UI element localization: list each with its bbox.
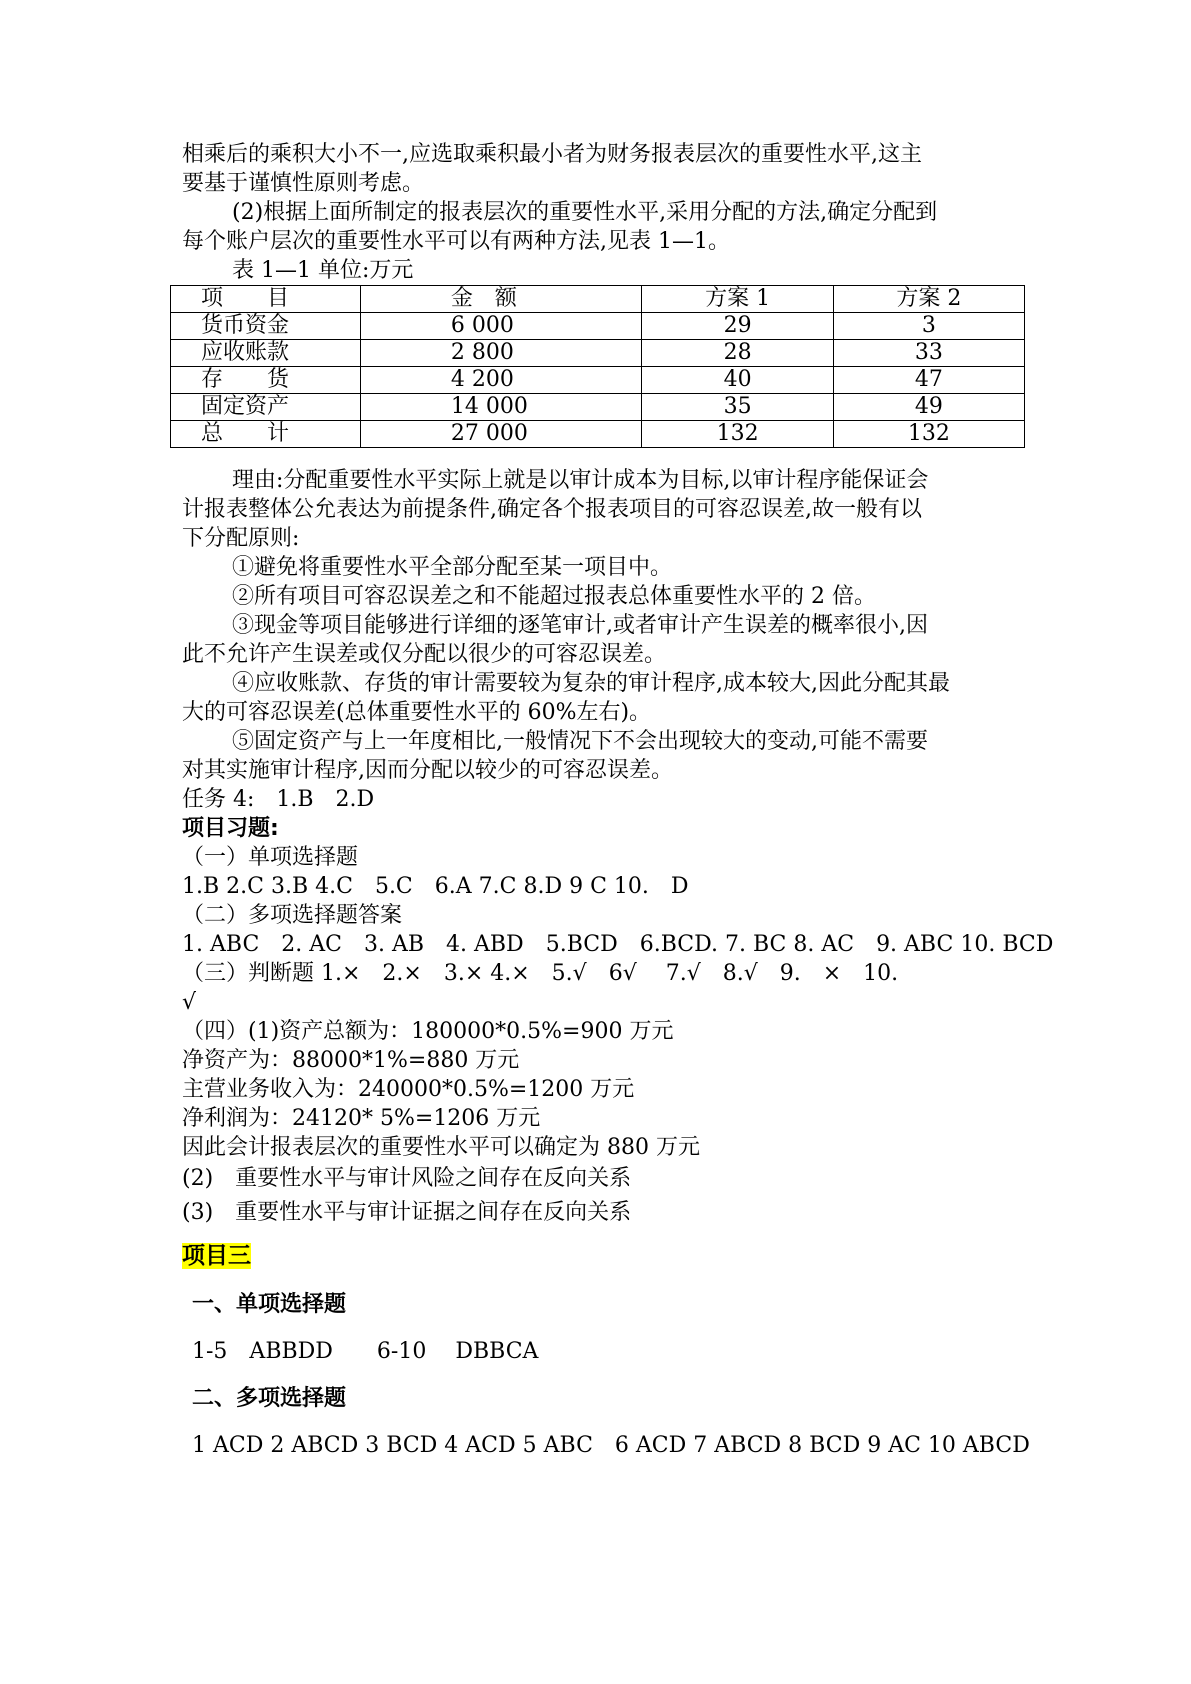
header-plan-2: 方案 2 [833,286,1024,313]
table-caption: 表 1—1 单位:万元 [232,258,414,283]
header-amount: 金 额 [360,286,642,313]
project-3-multi-title: 二、多项选择题 [192,1386,347,1411]
cell-item: 固定资产 [171,394,361,421]
reason-line-2: 计报表整体公允表达为前提条件,确定各个报表项目的可容忍误差,故一般有以 [182,497,922,522]
judgement-line-2: √ [182,990,197,1015]
calc-line-5: 因此会计报表层次的重要性水平可以确定为 880 万元 [182,1135,700,1160]
exercises-title: 项目习题: [182,816,279,841]
cell-plan-1: 35 [642,394,833,421]
cell-amount: 2 800 [360,340,642,367]
project-3-single-answers: 1-5 ABBDD 6-10 DBBCA [192,1339,539,1364]
principle-4b: 大的可容忍误差(总体重要性水平的 60%左右)。 [182,700,652,725]
cell-item: 总 计 [171,421,361,448]
project-3-multi-answers: 1 ACD 2 ABCD 3 BCD 4 ACD 5 ABC 6 ACD 7 ABCD 8 BCD 9 AC 10 ABCD [192,1433,1030,1458]
header-item: 项 目 [171,286,361,313]
cell-plan-1: 40 [642,367,833,394]
multi-choice-answers: 1. ABC 2. AC 3. AB 4. ABD 5.BCD 6.BCD. 7. BC 8. AC 9. ABC 10. BCD [182,932,1054,957]
intro-line-2: 要基于谨慎性原则考虑。 [182,171,425,196]
cell-plan-2: 3 [833,313,1024,340]
reason-line-1: 理由:分配重要性水平实际上就是以审计成本为目标,以审计程序能保证会 [232,468,929,493]
project-3-title [182,1240,1017,1272]
cell-plan-2: 132 [833,421,1024,448]
project-3-single-title: 一、单项选择题 [192,1292,347,1317]
multi-choice-title: （二）多项选择题答案 [182,903,403,928]
intro-line-1: 相乘后的乘积大小不一,应选取乘积最小者为财务报表层次的重要性水平,这主 [182,142,922,167]
table-total-row [171,421,1025,448]
calc-line-7: (3) 重要性水平与审计证据之间存在反向关系 [182,1200,632,1225]
cell-amount: 27 000 [360,421,642,448]
single-choice-answers: 1.B 2.C 3.B 4.C 5.C 6.A 7.C 8.D 9 C 10. D [182,874,689,899]
reason-line-3: 下分配原则: [182,526,300,551]
calc-line-4: 净利润为：24120* 5%=1206 万元 [182,1106,541,1131]
principle-5b: 对其实施审计程序,因而分配以较少的可容忍误差。 [182,758,673,783]
cell-amount: 4 200 [360,367,642,394]
single-choice-title: （一）单项选择题 [182,845,359,870]
table-row [171,367,1025,394]
cell-plan-2: 47 [833,367,1024,394]
cell-plan-2: 49 [833,394,1024,421]
header-plan-1: 方案 1 [642,286,833,313]
document-page [182,140,1054,1460]
cell-amount: 6 000 [360,313,642,340]
cell-plan-2: 33 [833,340,1024,367]
allocation-table [170,285,1025,448]
cell-plan-1: 132 [642,421,833,448]
principle-4a: ④应收账款、存货的审计需要较为复杂的审计程序,成本较大,因此分配其最 [232,671,950,696]
table-row [171,313,1025,340]
intro-line-3: (2)根据上面所制定的报表层次的重要性水平,采用分配的方法,确定分配到 [232,200,938,225]
calc-line-6: (2) 重要性水平与审计风险之间存在反向关系 [182,1166,632,1191]
cell-item: 货币资金 [171,313,361,340]
cell-item: 应收账款 [171,340,361,367]
table-row [171,394,1025,421]
calc-line-2: 净资产为：88000*1%=880 万元 [182,1048,520,1073]
cell-plan-1: 28 [642,340,833,367]
project-3-highlight: 项目三 [182,1243,251,1269]
cell-plan-1: 29 [642,313,833,340]
principle-3a: ③现金等项目能够进行详细的逐笔审计,或者审计产生误差的概率很小,因 [232,613,928,638]
principle-5a: ⑤固定资产与上一年度相比,一般情况下不会出现较大的变动,可能不需要 [232,729,928,754]
cell-amount: 14 000 [360,394,642,421]
principle-1: ①避免将重要性水平全部分配至某一项目中。 [232,555,673,580]
calc-line-3: 主营业务收入为：240000*0.5%=1200 万元 [182,1077,635,1102]
table-row [171,340,1025,367]
calc-line-1: （四）(1)资产总额为：180000*0.5%=900 万元 [182,1019,674,1044]
task-4-answers: 任务 4: 1.B 2.D [182,787,375,812]
judgement-line-1: （三）判断题 1.× 2.× 3.× 4.× 5.√ 6√ 7.√ 8.√ 9. × 10. [182,961,899,986]
table-header-row [171,286,1025,313]
principle-3b: 此不允许产生误差或仅分配以很少的可容忍误差。 [182,642,667,667]
intro-line-4: 每个账户层次的重要性水平可以有两种方法,见表 1—1。 [182,229,730,254]
principle-2: ②所有项目可容忍误差之和不能超过报表总体重要性水平的 2 倍。 [232,584,876,609]
cell-item: 存 货 [171,367,361,394]
